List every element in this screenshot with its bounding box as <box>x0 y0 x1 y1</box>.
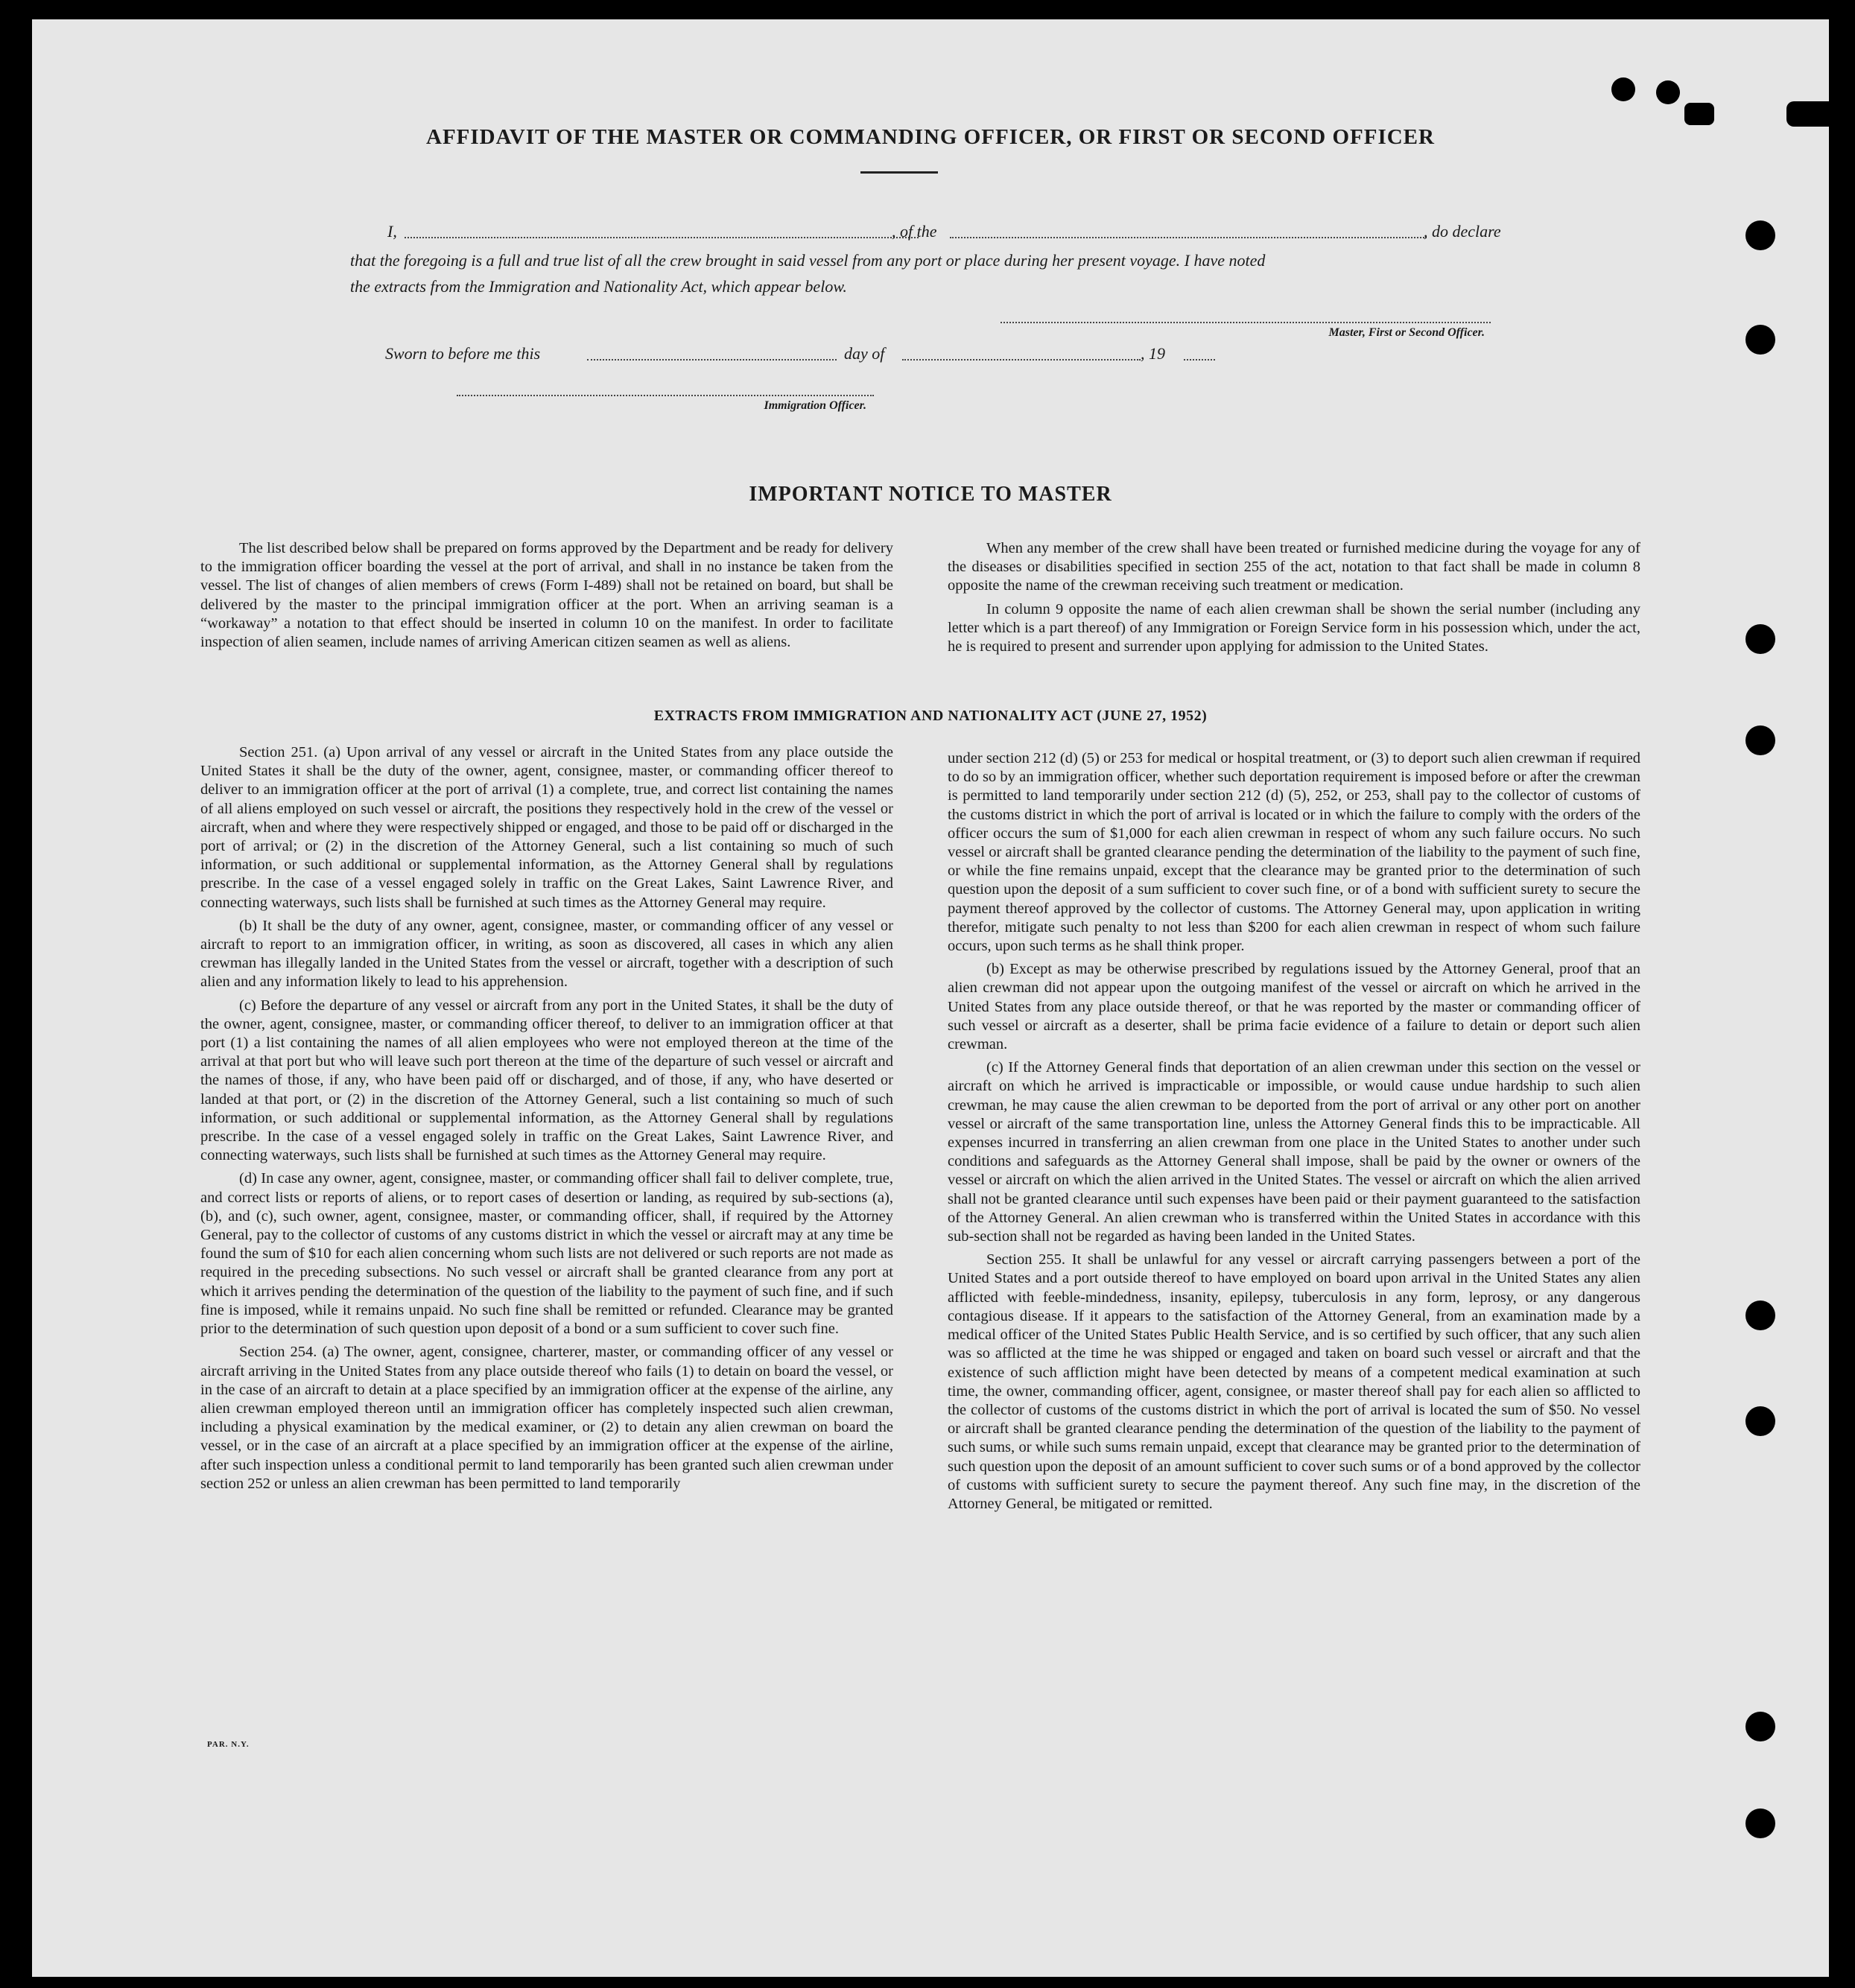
punch-hole <box>1745 1712 1775 1741</box>
notice-right-column <box>948 539 1640 661</box>
sworn-day-blank <box>587 359 837 361</box>
section-254-b: (b) Except as may be otherwise prescribed by regulations issued by the Attorney General, proof that an alien crewman did not appear upon the outgoing manifest of the vessel or aircraft on which he arrived in the United States from any place outside thereof, or that he was reported by the master or commanding officer of such vessel or aircraft as a deserter, shall be prima facie evidence of a failure to detain or deport such alien crewman. <box>948 961 1640 1053</box>
punch-hole <box>1745 624 1775 654</box>
signature-caption: Master, First or Second Officer. <box>1328 326 1485 339</box>
section-254-c: (c) If the Attorney General finds that deportation of an alien crewman under this section on the vessel or aircraft on which he arrived is impracticable or impossible, or would cause undue hardship to such alien crewman, he may cause the alien crewman to be deported from the port of arrival or any other port on another vessel or aircraft of the same transportation line, unless the Attorney General finds this to be impracticable. All expenses incurred in transferring an alien crewman from one place in the United States to another under such conditions and safeguards as the Attorney General shall impose, shall be paid by the owner or owners of the vessel or aircraft on which the alien arrived in the United States. The vessel or aircraft on which the alien arrived shall not be granted clearance until such expenses have been paid or their payment guaranteed to the satisfaction of the Attorney General. An alien crewman who is transferred within the United States in accordance with this sub-section shall not be regarded as having been landed in the United States. <box>948 1059 1640 1245</box>
section-254-a-continued: under section 212 (d) (5) or 253 for medical or hospital treatment, or (3) to deport such alien crewman if required to do so by an immigration officer, whether such deportation requirement is imposed before or after the crewman is permitted to land temporarily under section 212 (d) (5), 252, or 253, shall pay to the collector of customs of the customs district in which the port of arrival is located or in which the failure to comply with the orders of the officer occurs the sum of $1,000 for each alien crewman in respect of whom any such failure occurs. No such vessel or aircraft shall be granted clearance pending the determination of the liability to the payment of such fine, or while the fine remains unpaid, except that the clearance may be granted prior to the determination of such question upon the deposit of a sum sufficient to cover such fine, or of a bond with sufficient surety to secure the payment thereof approved by the collector of customs. The Attorney General may, upon application in writing therefor, mitigate such penalty to not less than $200 for each alien crewman in respect of whom such failure occurs, upon such terms as he shall think proper. <box>948 750 1640 955</box>
immigration-officer-line <box>457 395 874 396</box>
section-255: Section 255. It shall be unlawful for any vessel or aircraft carrying passengers between a port of the United States and a port outside thereof to have employed on board upon arrival in the United States any alien afflicted with feeble-mindedness, insanity, epilepsy, tuberculosis in any form, leprosy, or any dangerous contagious disease. If it appears to the satisfaction of the Attorney General, from an examination made by a medical officer of the United States Public Health Service, and is so certified by such officer, that any such alien was so afflicted at the time he was shipped or engaged and taken on board such vessel or aircraft and that the existence of such affliction might have been detected by means of a competent medical examination at such time, the owner, commanding officer, agent, consignee, or master thereof shall pay for each alien so afflicted to the collector of customs of the customs district in which the port of arrival is located the sum of $50. No vessel or aircraft shall be granted clearance pending the determination of the question of the liability to the payment of such sums, or while such sums remain unpaid, except that clearance may be granted prior to the determination of such question upon the deposit of an amount sufficient to cover such sums or of a bond approved by the collector of customs with sufficient surety to secure the payment thereof. Any such fine may, in the discretion of the Attorney General, be mitigated or remitted. <box>948 1251 1640 1512</box>
punch-hole <box>1745 725 1775 755</box>
section-251-c: (c) Before the departure of any vessel or aircraft from any port in the United States, it shall be the duty of the owner, agent, consignee, master, or commanding officer thereof, to deliver to an immigration officer at that port (1) a list containing the names of all alien employees who were not employed thereon at the time of the arrival at that port but who will leave such port thereon at the time of the departure of such vessel or aircraft and the names of those, if any, who have been paid off or discharged, and of those, if any, who have deserted or landed at that port, or (2) in the discretion of the Attorney General, such a list containing so much of such information, or such additional or supplemental information, as the Attorney General shall by regulations prescribe. In the case of a vessel engaged solely in traffic on the Great Lakes, Saint Lawrence River, and connecting waterways, such lists shall be furnished at such times as the Attorney General may require. <box>200 997 893 1164</box>
affidavit-title: AFFIDAVIT OF THE MASTER OR COMMANDING OFFICER, OR FIRST OR SECOND OFFICER <box>426 125 1435 149</box>
punch-hole <box>1656 80 1680 104</box>
day-of-label: day of <box>844 344 885 363</box>
year-blank <box>1184 359 1215 361</box>
notice-left-column <box>200 539 893 656</box>
ink-blot <box>1786 101 1829 127</box>
affidavit-line2: that the foregoing is a full and true list of all the crew brought in said vessel from any port or place during her present voyage. I have noted <box>350 251 1266 270</box>
section-254-a: Section 254. (a) The owner, agent, consignee, charterer, master, or commanding officer of any vessel or aircraft arriving in the United States from any place outside thereof who fails (1) to detain on board the vessel, or in the case of an aircraft to detain at a place specified by an immigration officer at the expense of the airline, any alien crewman employed thereon until an immigration officer has completely inspected such alien crewman, including a physical examination by the medical examiner, or (2) to detain any alien crewman on board the vessel, or in the case of an aircraft at a place specified by an immigration officer at the expense of the airline, after such inspection unless a conditional permit to land temporarily has been granted such alien crewman under section 252 or unless an alien crewman has been permitted to land temporarily <box>200 1344 893 1492</box>
notice-right-paragraph-2: In column 9 opposite the name of each alien crewman shall be shown the serial number (including any letter which is a part thereof) of any Immigration or Foreign Service form in his possession which, under the act, he is required to present and surrender upon applying for admission to the United States. <box>948 600 1640 655</box>
section-251-d: (d) In case any owner, agent, consignee, master, or commanding officer shall fail to deliver complete, true, and correct lists or reports of aliens, or to report cases of desertion or landing, as required by sub-sections (a), (b), and (c), such owner, agent, consignee, master, or commanding officer, shall, if required by the Attorney General, pay to the collector of customs of any customs district in which the vessel or aircraft may at any time be found the sum of $10 for each alien concerning whom such lists are not delivered or such reports are not made as required in the preceding subsections. No such vessel or aircraft shall be granted clearance from any port at which it arrives pending the determination of the question of the liability to the payment of such fine, and if such fine is imposed, while it remains unpaid. No such fine shall be remitted or refunded. Clearance may be granted prior to the determination of such question upon deposit of a bond or a sum sufficient to cover such fine. <box>200 1170 893 1338</box>
immigration-officer-caption: Immigration Officer. <box>764 399 866 412</box>
sworn-label: Sworn to before me this <box>385 344 541 363</box>
extracts-left-column <box>200 743 893 1498</box>
affidavit-i: I, <box>387 222 397 241</box>
extracts-right-column <box>948 749 1640 1518</box>
printer-mark: PAR. N.Y. <box>207 1740 250 1749</box>
punch-hole <box>1745 325 1775 355</box>
name-blank <box>405 237 919 238</box>
affidavit-declare: , do declare <box>1424 222 1501 241</box>
section-251-b: (b) It shall be the duty of any owner, agent, consignee, master, or commanding officer of any vessel or aircraft to report to an immigration officer, in writing, as soon as discovered, all cases in which any alien crewman has illegally landed in the United States from the vessel or aircraft, together with a description of such alien and any information likely to lead to his apprehension. <box>200 917 893 991</box>
punch-hole <box>1745 220 1775 250</box>
extracts-title: EXTRACTS FROM IMMIGRATION AND NATIONALITY ACT (JUNE 27, 1952) <box>653 708 1208 724</box>
notice-left-paragraph: The list described below shall be prepared on forms approved by the Department and be ready for delivery to the immigration officer boarding the vessel at the port of arrival, and shall in no instance be taken from the vessel. The list of changes of alien members of crews (Form I-489) shall not be retained on board, but shall be delivered by the master to the principal immigration officer at the port. When an arriving seaman is a “workaway” a notation to that effect should be inserted in column 10 on the manifest. In order to facilitate inspection of alien seamen, include names of arriving American citizen seamen as well as aliens. <box>200 540 893 651</box>
punch-hole <box>1745 1808 1775 1838</box>
sworn-month-blank <box>902 359 1141 361</box>
notice-title: IMPORTANT NOTICE TO MASTER <box>749 483 1112 506</box>
notice-right-paragraph-1: When any member of the crew shall have been treated or furnished medicine during the voyage for any of the diseases or disabilities specified in section 255 of the act, notation to that fact shall be made in column 8 opposite the name of the crewman receiving such treatment or medication. <box>948 540 1640 594</box>
punch-hole <box>1611 77 1635 101</box>
affidavit-of-the: , of the <box>892 222 937 241</box>
vessel-blank <box>950 237 1427 238</box>
section-251-a: Section 251. (a) Upon arrival of any vessel or aircraft in the United States from any place outside the United States it shall be the duty of the owner, agent, consignee, master, or commanding officer thereof to deliver to an immigration officer at the port of arrival (1) a complete, true, and correct list containing the names of all aliens employed on such vessel or aircraft, the positions they respectively hold in the crew of the vessel or aircraft, when and where they were respectively shipped or engaged, and those to be paid off or discharged in the port of arrival; or (2) in the discretion of the Attorney General, such a list containing so much of such information, or such additional or supplemental information, as the Attorney General shall by regulations prescribe. In the case of a vessel engaged solely in traffic on the Great Lakes, Saint Lawrence River, and connecting waterways, such lists shall be furnished at such times as the Attorney General may require. <box>200 744 893 911</box>
ink-blot <box>1684 103 1714 125</box>
punch-hole <box>1745 1406 1775 1436</box>
year-label: , 19 <box>1141 344 1165 363</box>
affidavit-line3: the extracts from the Immigration and Nationality Act, which appear below. <box>350 277 847 296</box>
document-page <box>32 19 1829 1977</box>
signature-line <box>1001 322 1491 323</box>
punch-hole <box>1745 1301 1775 1330</box>
title-rule <box>860 171 938 174</box>
